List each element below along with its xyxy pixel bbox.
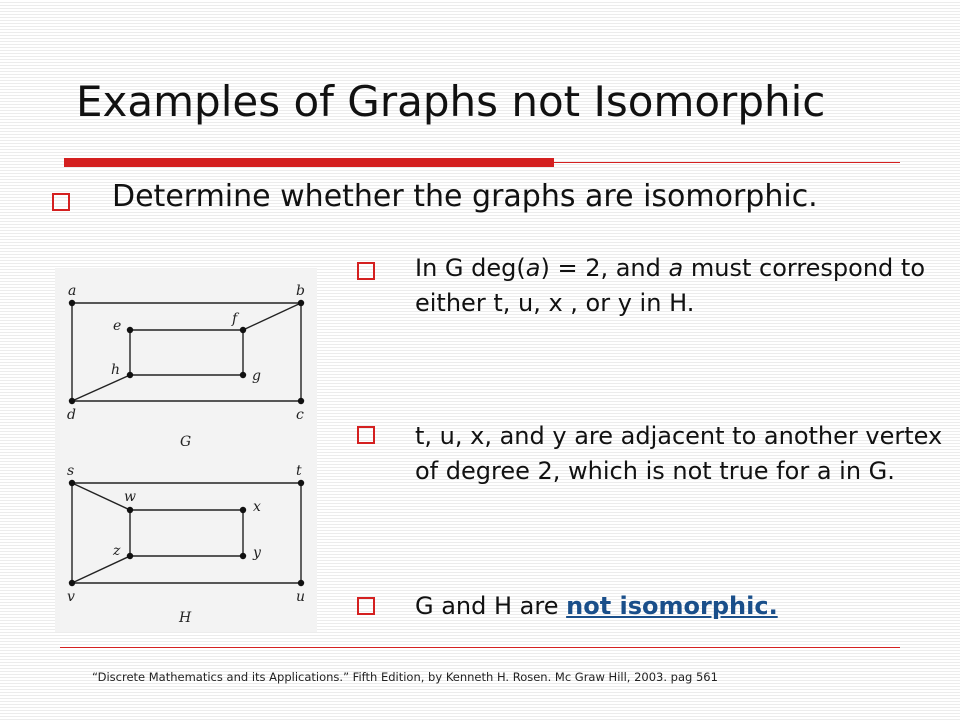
graph-figure xyxy=(55,268,317,632)
hollow-square-bullet-icon xyxy=(52,193,70,211)
graph-g-label-h: h xyxy=(111,362,121,378)
title-underline-rule xyxy=(554,162,900,163)
vertex-a-symbol: a xyxy=(525,254,541,282)
graph-h-name: H xyxy=(179,610,192,626)
title-underline-bar xyxy=(64,158,554,167)
graph-g-label-f: f xyxy=(232,311,238,327)
graph-g-vertex-f xyxy=(240,327,246,333)
graph-g-label-d: d xyxy=(67,407,76,423)
graph-h-label-x: x xyxy=(253,499,261,515)
graph-g-label-c: c xyxy=(296,407,304,423)
graph-h-vertex-w xyxy=(127,507,133,513)
graph-h-label-z: z xyxy=(113,543,121,559)
sub-bullet-3 xyxy=(415,589,960,624)
graph-h-label-t: t xyxy=(296,463,302,479)
graph-g-vertex-b xyxy=(298,300,304,306)
hollow-square-bullet-icon xyxy=(357,426,375,444)
not-isomorphic-link[interactable]: not isomorphic. xyxy=(566,592,778,620)
graph-h-vertex-u xyxy=(298,580,304,586)
graph-g-vertex-c xyxy=(298,398,304,404)
graph-h-vertex-z xyxy=(127,553,133,559)
graph-h-label-y: y xyxy=(253,545,261,561)
hollow-square-bullet-icon xyxy=(357,597,375,615)
graph-h-vertex-y xyxy=(240,553,246,559)
graph-g-vertex-d xyxy=(69,398,75,404)
slide-title: Examples of Graphs not Isomorphic xyxy=(76,77,826,126)
sub-bullet-1-text: must correspond to either t, u, x , or y in H. xyxy=(415,254,926,317)
graph-h-vertex-x xyxy=(240,507,246,513)
graph-g-label-a: a xyxy=(68,283,77,299)
hollow-square-bullet-icon xyxy=(357,262,375,280)
footer-rule xyxy=(60,647,900,648)
main-bullet-text: Determine whether the graphs are isomorphic. xyxy=(112,179,818,214)
graph-h-label-v: v xyxy=(67,589,75,605)
graph-g-vertex-g xyxy=(240,372,246,378)
sub-bullet-3-text: G and H are xyxy=(415,592,567,620)
graph-h-label-s: s xyxy=(67,463,75,479)
graph-h-label-u: u xyxy=(296,589,306,605)
graph-h-vertex-v xyxy=(69,580,75,586)
graph-g-label-b: b xyxy=(296,283,305,299)
sub-bullet-1-text: ) = 2, and xyxy=(540,254,669,282)
graph-g-label-g: g xyxy=(252,368,261,384)
graph-g-vertex-h xyxy=(127,372,133,378)
graph-figure-svg xyxy=(55,268,317,632)
graph-h-vertex-t xyxy=(298,480,304,486)
vertex-a-symbol: a xyxy=(668,254,684,282)
citation: “Discrete Mathematics and its Applications.” Fifth Edition, by Kenneth H. Rosen. Mc Graw Hill, 2003. pag 561 xyxy=(92,670,718,684)
graph-h-vertex-s xyxy=(69,480,75,486)
sub-bullet-2: t, u, x, and y are adjacent to another vertex of degree 2, which is not true for a in G. xyxy=(415,422,943,485)
graph-g-label-e: e xyxy=(113,318,122,334)
sub-bullet-1-text: In G deg( xyxy=(415,254,526,282)
graph-g-vertex-a xyxy=(69,300,75,306)
graph-h-label-w: w xyxy=(124,489,136,505)
graph-g-vertex-e xyxy=(127,327,133,333)
sub-bullet-1 xyxy=(415,251,960,321)
graph-g-name: G xyxy=(180,434,192,450)
